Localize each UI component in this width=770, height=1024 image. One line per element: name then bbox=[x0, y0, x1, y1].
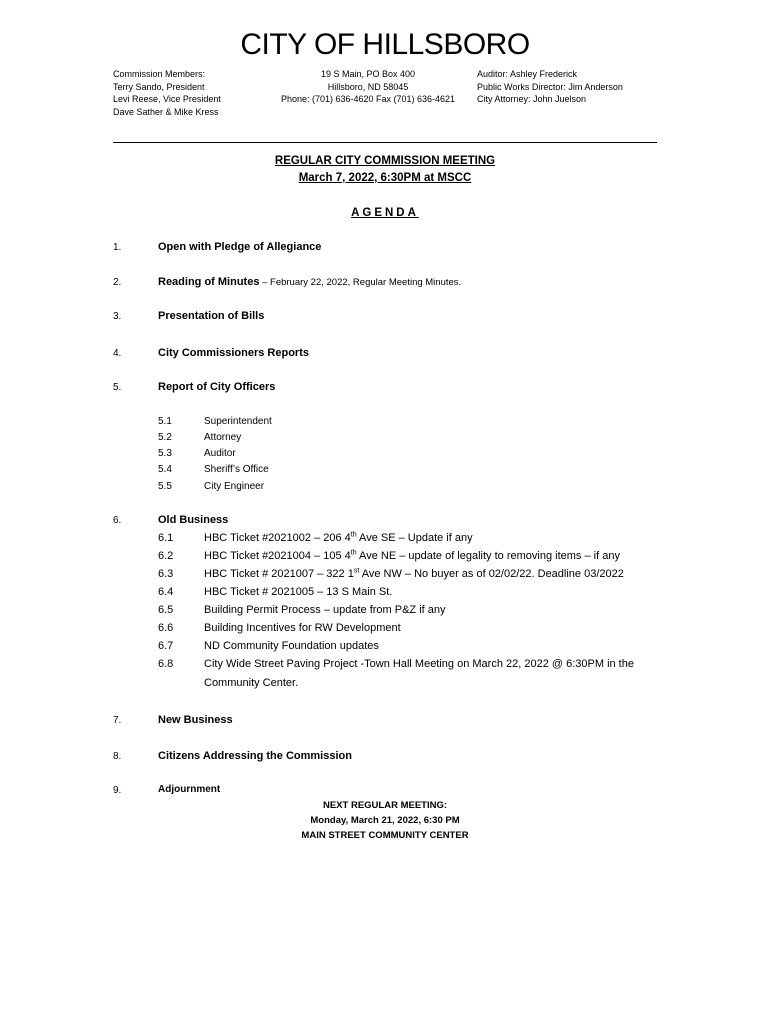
header-left-line: Terry Sando, President bbox=[113, 81, 205, 92]
sub-item-number: 6.2 bbox=[158, 550, 174, 562]
sub-item-label: HBC Ticket # 2021007 – 322 1st Ave NW – No buyer as of 02/02/22. Deadline 03/2022 bbox=[204, 567, 624, 580]
header-mid-line: 19 S Main, PO Box 400 bbox=[320, 69, 416, 79]
sub-item-label: HBC Ticket # 2021005 – 13 S Main St. bbox=[204, 586, 393, 598]
sub-item-label: Building Permit Process – update from P&Z if any bbox=[204, 604, 446, 616]
city-officials bbox=[477, 68, 623, 106]
sub-item-number: 6.1 bbox=[158, 532, 174, 544]
next-meeting-location: MAIN STREET COMMUNITY CENTER bbox=[301, 830, 469, 841]
next-meeting-date: Monday, March 21, 2022, 6:30 PM bbox=[310, 815, 460, 826]
sub-item-label: City Wide Street Paving Project -Town Hall Meeting on March 22, 2022 @ 6:30PM in the bbox=[204, 658, 634, 670]
header-divider bbox=[113, 142, 657, 143]
agenda-item-label: Adjournment bbox=[158, 784, 221, 795]
agenda-item bbox=[158, 750, 352, 762]
item-number: 3. bbox=[113, 311, 122, 322]
header-mid-line: Hillsboro, ND 58045 bbox=[327, 81, 409, 92]
agenda-item-label: Presentation of Bills bbox=[158, 310, 265, 322]
agenda-heading: AGENDA bbox=[351, 207, 419, 219]
sub-item-number: 5.3 bbox=[158, 448, 172, 459]
agenda-item-label: Citizens Addressing the Commission bbox=[158, 750, 352, 762]
sub-item-label: City Engineer bbox=[204, 481, 265, 492]
city-address bbox=[268, 68, 468, 106]
agenda-item bbox=[158, 514, 228, 526]
header-right-line: Public Works Director: Jim Anderson bbox=[477, 81, 623, 92]
item-number: 2. bbox=[113, 277, 122, 288]
header-right-line: City Attorney: John Juelson bbox=[477, 94, 587, 104]
agenda-item bbox=[158, 714, 233, 726]
sub-item-label: Superintendent bbox=[204, 416, 272, 427]
sub-item-label: Building Incentives for RW Development bbox=[204, 622, 401, 634]
agenda-item-label: Reading of Minutes bbox=[158, 276, 260, 288]
next-meeting-heading: NEXT REGULAR MEETING: bbox=[322, 800, 448, 811]
sub-item-label: Auditor bbox=[204, 448, 236, 459]
agenda-item-detail: – February 22, 2022, Regular Meeting Minutes. bbox=[259, 277, 462, 288]
header-left-line: Dave Sather & Mike Kress bbox=[113, 106, 219, 117]
item-number: 6. bbox=[113, 515, 122, 526]
sub-item-label: ND Community Foundation updates bbox=[204, 640, 379, 652]
agenda-item bbox=[158, 784, 220, 795]
header-left-line: Commission Members: bbox=[113, 69, 206, 79]
agenda-item-label: Report of City Officers bbox=[158, 381, 276, 393]
agenda-item-label: City Commissioners Reports bbox=[158, 347, 309, 359]
sub-item-number: 6.5 bbox=[158, 604, 174, 616]
sub-item-number: 6.4 bbox=[158, 586, 174, 598]
agenda-item bbox=[158, 276, 461, 288]
sub-item-number: 6.6 bbox=[158, 622, 174, 634]
agenda-item-label: Old Business bbox=[158, 514, 229, 526]
item-number: 9. bbox=[113, 785, 122, 796]
item-number: 7. bbox=[113, 715, 122, 726]
sub-item-number: 6.8 bbox=[158, 658, 174, 670]
agenda-item-label: New Business bbox=[158, 714, 233, 726]
agenda-item bbox=[158, 381, 275, 393]
header-right-line: Auditor: Ashley Frederick bbox=[477, 69, 578, 79]
item-number: 5. bbox=[113, 382, 122, 393]
page-title: CITY OF HILLSBORO bbox=[240, 28, 530, 61]
agenda-item-label: Open with Pledge of Allegiance bbox=[158, 241, 322, 253]
agenda-item bbox=[158, 310, 264, 322]
sub-item-number: 5.5 bbox=[158, 481, 172, 492]
sub-item-label: Attorney bbox=[204, 432, 242, 443]
agenda-item bbox=[158, 347, 309, 359]
sub-item-label: Sheriff’s Office bbox=[204, 464, 269, 475]
sub-item-number: 5.4 bbox=[158, 464, 172, 475]
item-number: 8. bbox=[113, 751, 122, 762]
sub-item-label-continued: Community Center. bbox=[204, 677, 299, 689]
sub-item-label: HBC Ticket #2021004 – 105 4th Ave NE – update of legality to removing items – if any bbox=[204, 549, 620, 562]
item-number: 1. bbox=[113, 242, 122, 253]
agenda-item bbox=[158, 241, 321, 253]
sub-item-number: 5.1 bbox=[158, 416, 172, 427]
meeting-date: March 7, 2022, 6:30PM at MSCC bbox=[298, 172, 472, 184]
sub-item-number: 5.2 bbox=[158, 432, 172, 443]
header-left-line: Levi Reese, Vice President bbox=[113, 94, 221, 104]
sub-item-number: 6.7 bbox=[158, 640, 174, 652]
sub-item-number: 6.3 bbox=[158, 568, 174, 580]
item-number: 4. bbox=[113, 348, 122, 359]
sub-item-label: HBC Ticket #2021002 – 206 4th Ave SE – Update if any bbox=[204, 531, 473, 544]
header-mid-line: Phone: (701) 636-4620 Fax (701) 636-4621 bbox=[280, 94, 456, 104]
meeting-title: REGULAR CITY COMMISSION MEETING bbox=[274, 155, 496, 167]
commission-members bbox=[113, 68, 221, 118]
